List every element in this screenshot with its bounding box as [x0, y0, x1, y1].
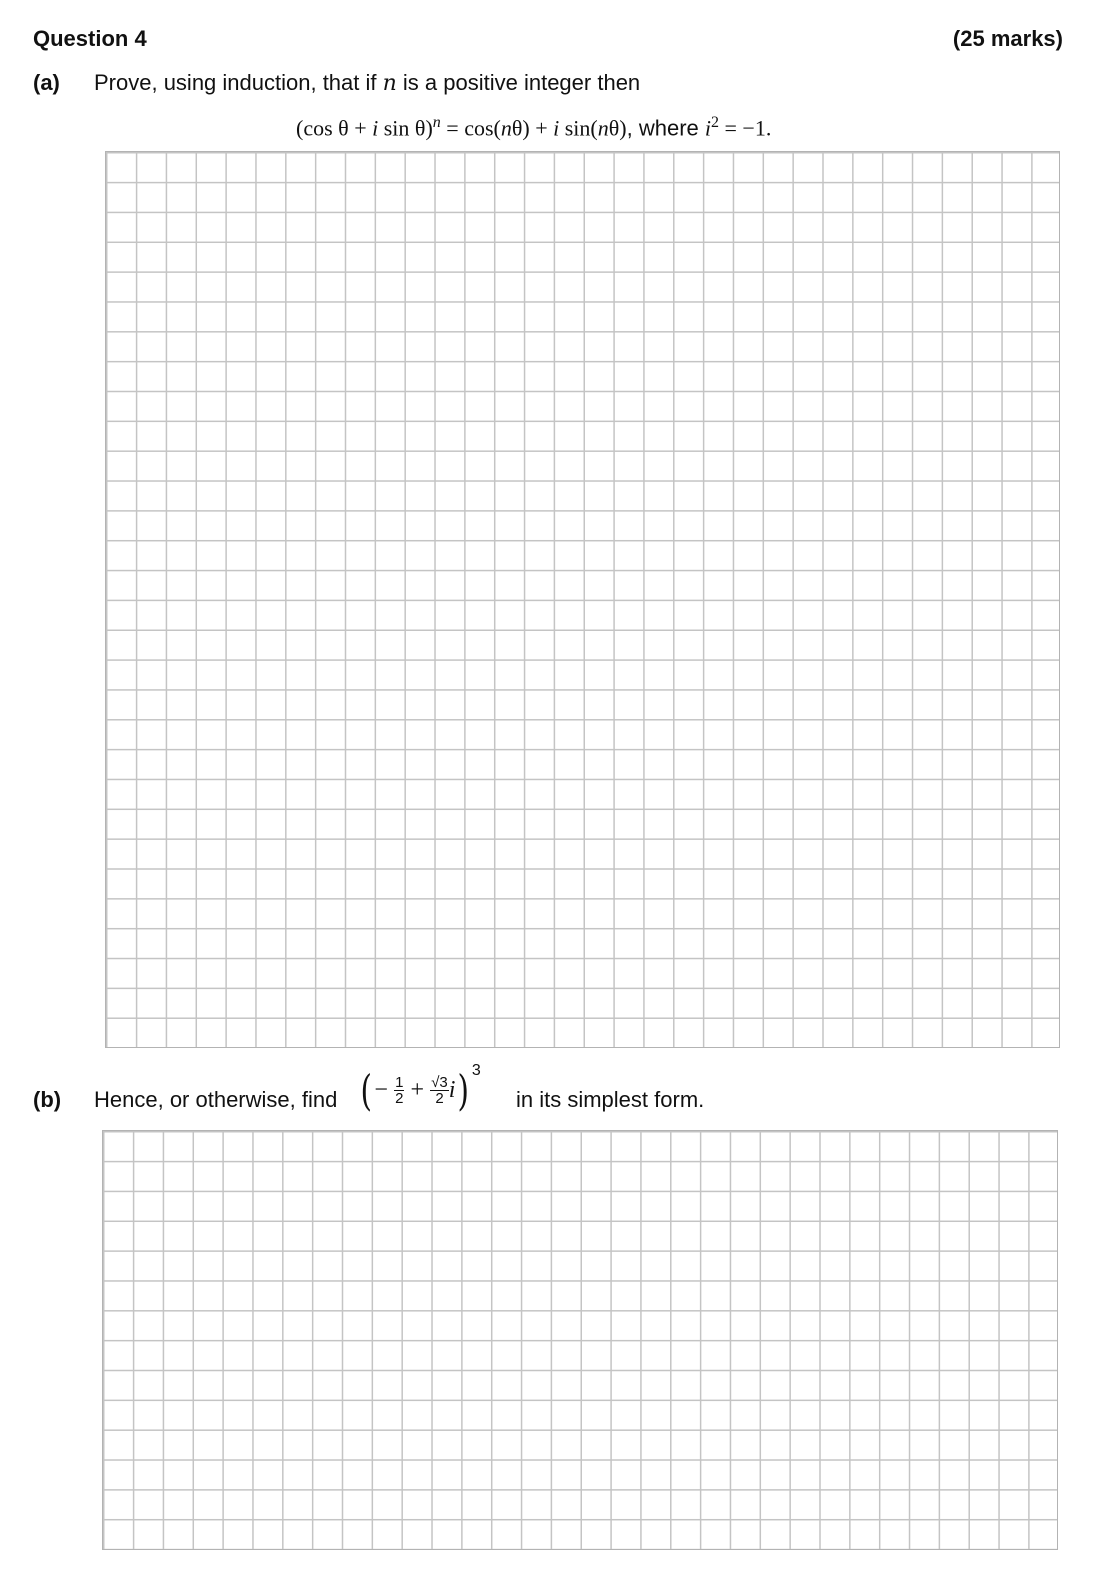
formula-n: n [597, 115, 609, 141]
fraction-numerator: 1 [395, 1074, 404, 1091]
part-b-label: (b) [33, 1087, 62, 1112]
answer-grid-b[interactable] [102, 1130, 1058, 1550]
formula-theta: θ) [608, 115, 627, 141]
question-marks: (25 marks) [952, 26, 1063, 51]
fraction-denominator: 2 [435, 1090, 444, 1107]
imaginary-i: i [448, 1077, 456, 1103]
question-title: Question 4 [33, 26, 147, 51]
formula-i: i [553, 115, 560, 141]
minus-sign: − [374, 1077, 388, 1103]
plus-sign: + [410, 1077, 425, 1103]
part-a-prompt-after: is a positive integer then [396, 70, 641, 95]
fraction-numerator: √3 [431, 1074, 448, 1091]
fraction-one-half [394, 1075, 404, 1106]
formula-i: i [372, 115, 379, 141]
part-a-prompt-before: Prove, using induction, that if [94, 70, 383, 95]
formula-sin: sin( [559, 115, 598, 141]
part-a-prompt [94, 70, 640, 96]
part-a-prompt-var: n [382, 71, 397, 96]
formula-i: i [704, 115, 712, 141]
left-paren: ( [360, 1066, 372, 1115]
formula-exponent-n: n [432, 114, 441, 131]
formula-sin: sin θ) [378, 115, 433, 141]
part-b-prompt-before: Hence, or otherwise, find [94, 1087, 338, 1112]
formula-equals: = cos( [440, 115, 501, 141]
de-moivre-formula [296, 114, 771, 141]
formula-theta: θ) + [511, 115, 554, 141]
fraction-root3-half [430, 1075, 449, 1106]
part-b-prompt-after: in its simplest form. [516, 1087, 705, 1112]
expression-exponent: 3 [471, 1062, 481, 1079]
right-paren: ) [457, 1066, 470, 1115]
formula-where: , where [626, 115, 705, 141]
formula-lhs: (cos θ + [296, 115, 373, 141]
part-a-label: (a) [33, 70, 60, 95]
formula-exponent-2: 2 [711, 114, 720, 131]
formula-n: n [500, 115, 512, 141]
fraction-denominator: 2 [395, 1090, 404, 1107]
formula-end: = −1. [719, 115, 772, 141]
answer-grid-a[interactable] [105, 151, 1060, 1048]
complex-expression [358, 1062, 481, 1115]
